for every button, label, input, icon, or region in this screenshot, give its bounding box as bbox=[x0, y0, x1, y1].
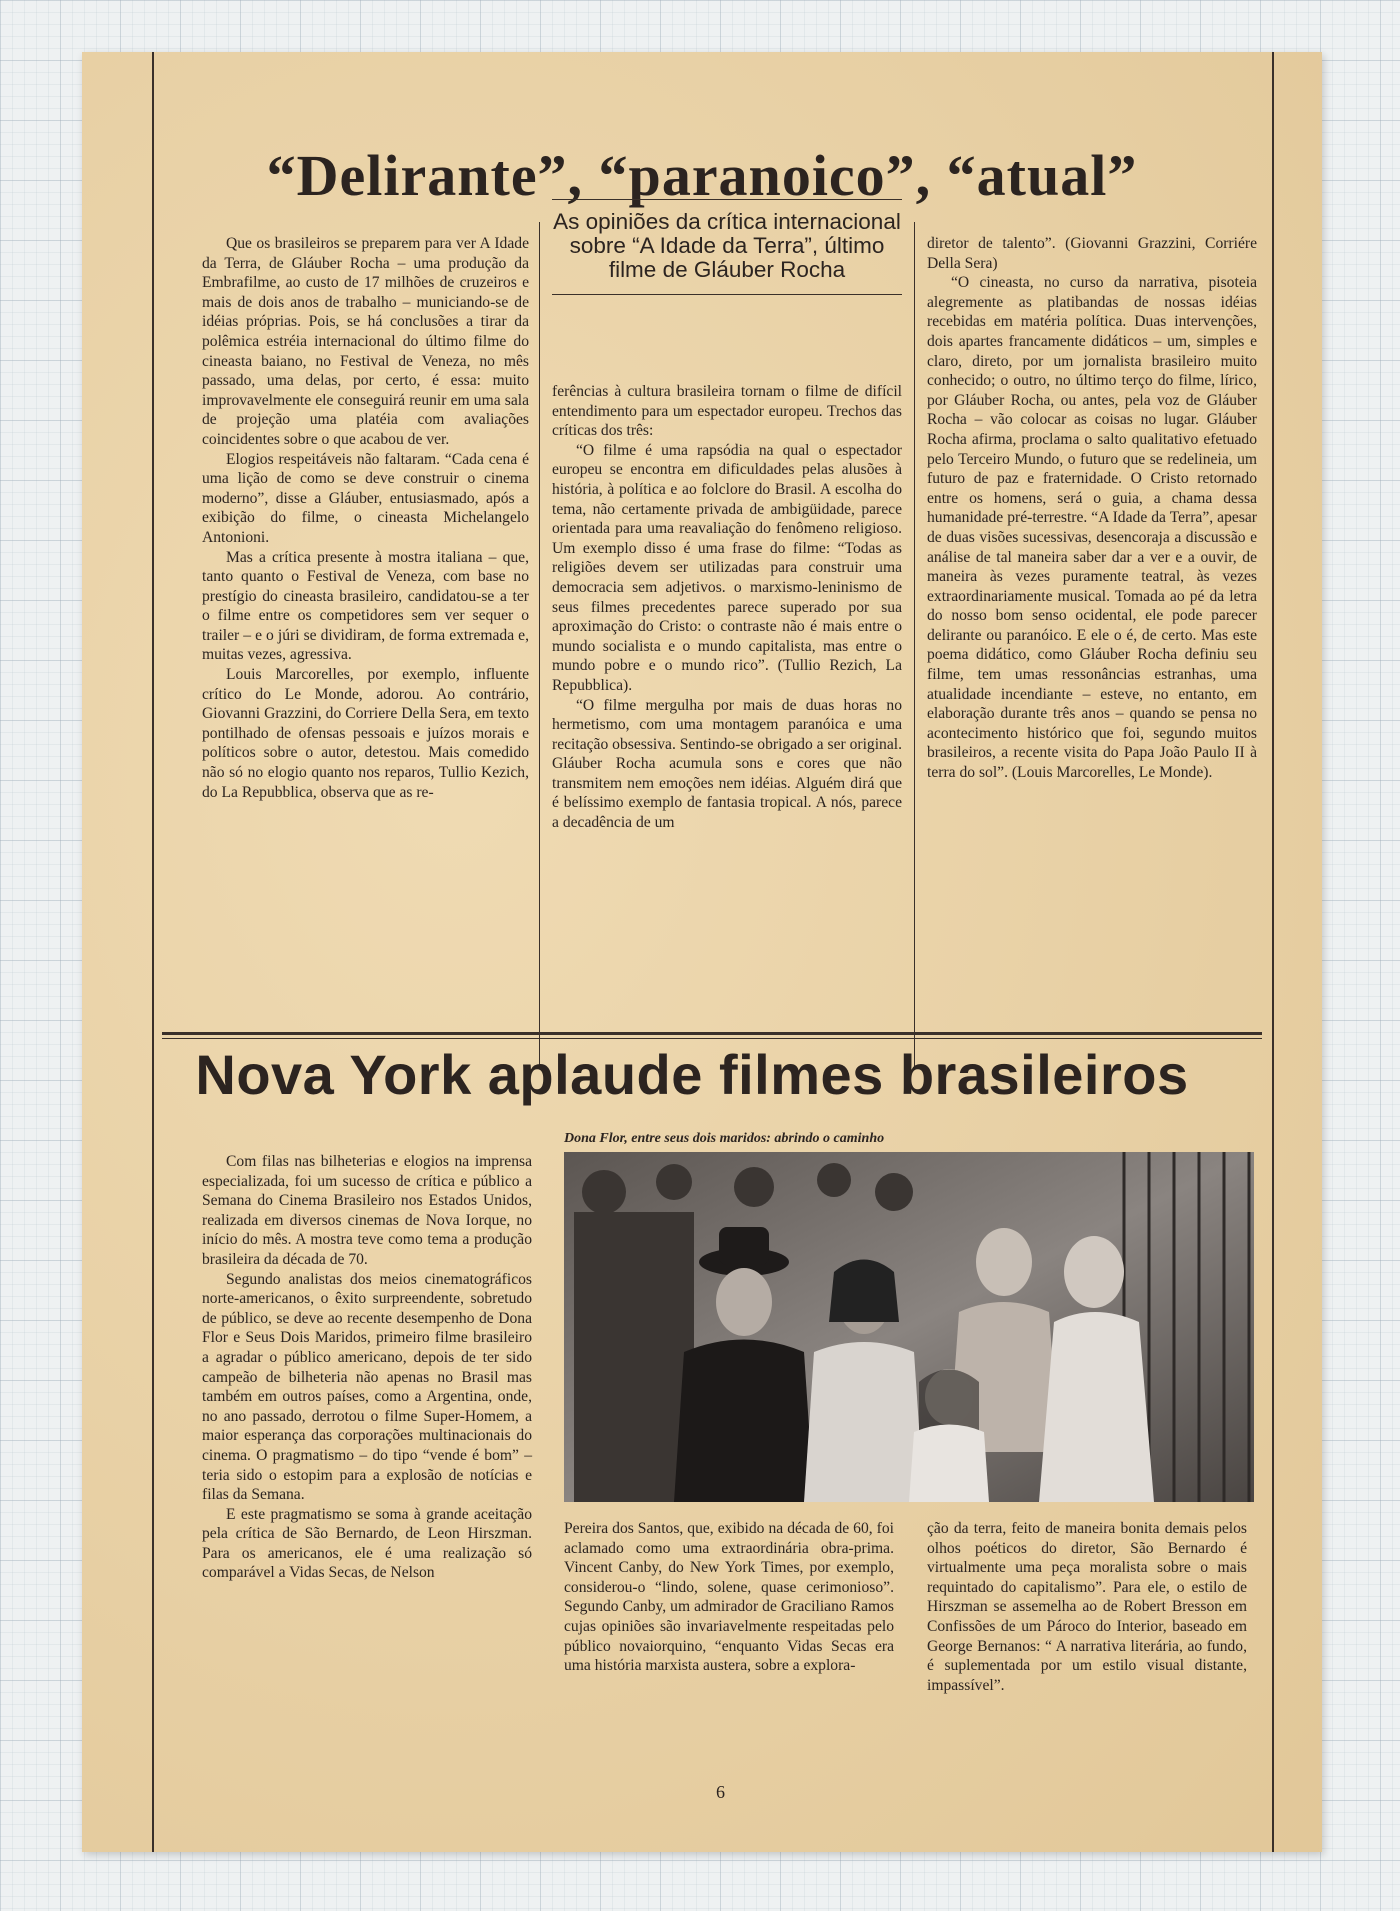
newspaper-page bbox=[82, 52, 1322, 1852]
article2-headline: Nova York aplaude filmes brasileiros bbox=[195, 1043, 1189, 1106]
section-divider-thin bbox=[162, 1038, 1262, 1039]
paragraph: E este pragmatismo se soma à grande aceitação pela crítica de São Bernardo, de Leon Hirszman. Para os americanos, ele é uma realização só comparável a Vidas Secas, de Nelson bbox=[202, 1505, 532, 1582]
paragraph: “O cineasta, no curso da narrativa, pisoteia alegremente as platibandas de nossas idéias recebidas em matéria política. Duas intervenções, dois apartes francamente didáticos – um, simples e claro, direto, por um jornalista brasileiro muito conhecido; o outro, no último terço do filme, lírico, por Gláuber Rocha, ou antes, pela voz de Gláuber Rocha – vão colocar as coisas no lugar. Gláuber Rocha afirma, proclama o salto qualitativo efetuado pelo Terceiro Mundo, o futuro que se redelineia, um futuro de paz e fraternidade. O Cristo retornado entre os homens, será o guia, a chama dessa humanidade pré-terrestre. “A Idade da Terra”, apesar de duas visões sucessivas, desencoraja a discussão e análise de tal maneira saber dar a ver e a ouvir, de maneira às vezes puramente teatral, às vezes extraordinariamente musical. Tomada ao pé da letra do nosso bom senso ocidental, ele pode parecer delirante ou paranóico. E ele o é, de certo. Mas este poema didático, como Gláuber Rocha definiu seu filme, tem umas ressonâncias estranhas, uma atualidade incendiante – esteve, no entanto, em elaboração durante três anos – quando se pensa no acontecimento histórico que foi, segundo muitos brasileiros, a recente visita do Papa João Paulo II à terra do sol”. (Louis Marcorelles, Le Monde). bbox=[927, 274, 1257, 782]
paragraph: Mas a crítica presente à mostra italiana – que, tanto quanto o Festival de Veneza, com base no prestígio do cineasta brasileiro, candidatou-se a ter o filme entre os competidores sem ver sequer o trailer – e o júri se dividiram, de forma extremada e, muitas vezes, agressiva. bbox=[202, 548, 529, 664]
article2-column-2 bbox=[564, 1519, 894, 1676]
paragraph: Segundo analistas dos meios cinematográficos norte-americanos, o êxito surpreendente, sobretudo de público, se deve ao recente desempenho de Dona Flor e Seus Dois Maridos, primeiro filme brasileiro a agradar o público americano, depois de ter sido campeão de bilheteria não apenas no Brasil mas também em outros países, como a Argentina, onde, no ano passado, derrotou o filme Super-Homem, a maior esperança das corporações multinacionais do cinema. O pragmatismo – do tipo “vende é bom” – teria sido o estopim para a explosão de notícias e filas da Semana. bbox=[202, 1270, 532, 1504]
article1-column-3 bbox=[927, 234, 1257, 783]
section-divider bbox=[162, 1032, 1262, 1035]
page-number: 6 bbox=[716, 1782, 725, 1802]
paragraph: Elogios respeitáveis não faltaram. “Cada cena é uma lição de como se deve construir o cinema moderno”, disse a Gláuber, entusiasmado, após a exibição do filme, o cineasta Michelangelo Antonioni. bbox=[202, 450, 529, 546]
photo-caption: Dona Flor, entre seus dois maridos: abrindo o caminho bbox=[564, 1131, 885, 1146]
article2-column-3 bbox=[927, 1519, 1247, 1695]
article1-headline: “Delirante”, “paranoico”, “atual” bbox=[266, 143, 1138, 208]
column-divider bbox=[539, 222, 540, 1067]
paragraph: Louis Marcorelles, por exemplo, influente crítico do Le Monde, adorou. Ao contrário, Giovanni Grazzini, do Corriere Della Sera, em texto pontilhado de ofensas pessoais e juízos morais e políticos sobre o autor, detestou. Mais comedido não só no elogio quanto nos reparos, Tullio Kezich, do La Repubblica, observa que as re- bbox=[202, 666, 529, 801]
article2-column-1 bbox=[202, 1152, 532, 1583]
paragraph: Pereira dos Santos, que, exibido na década de 60, foi aclamado como uma extraordinária obra-prima. Vincent Canby, do New York Times, por exemplo, considerou-o “lindo, solene, quase cerimonioso”. Segundo Canby, um admirador de Graciliano Ramos cujas opiniões são invariavelmente respeitadas pelo público novaiorquino, “enquanto Vidas Secas era uma história marxista austera, sobre a explora- bbox=[564, 1520, 894, 1675]
left-margin-rule bbox=[152, 52, 154, 1852]
paragraph: Que os brasileiros se preparem para ver A Idade da Terra, de Gláuber Rocha – uma produção da Embrafilme, ao custo de 17 milhões de cruzeiros e mais de dois anos de trabalho – municiando-se de idéias próprias. Pois, se há conclusões a tirar da polêmica estréia internacional do último filme do cineasta baiano, no Festival de Veneza, no mês passado, uma delas, por certo, é essa: muito improvavelmente ele conseguirá reunir em uma sala de projeção uma platéia com avaliações coincidentes sobre o que acabou de ver. bbox=[202, 235, 529, 448]
article1-column-2 bbox=[552, 382, 902, 833]
article1-column-1 bbox=[202, 234, 529, 802]
paragraph: “O filme é uma rapsódia na qual o espectador europeu se encontra em dificuldades pelas alusões à história, à política e ao folclore do Brasil. A escolha do tema, não certamente privada de ambigüidade, parece orientada para uma reavaliação do fenômeno religioso. Um exemplo disso é uma frase do filme: “Todas as religiões devem ser utilizadas para construir uma democracia sem adjetivos. o marxismo-leninismo de seus filmes precedentes parece superado por sua aproximação do Cristo: o contraste não é mais entre o mundo socialista e o mundo capitalista, mas entre o mundo pobre e o mundo rico”. (Tullio Rezich, La Repubblica). bbox=[552, 441, 902, 694]
opinions-sidebox: As opiniões da crítica internacional sobre “A Idade da Terra”, último filme de Gláuber Rocha bbox=[552, 199, 902, 295]
paragraph: Com filas nas bilheterias e elogios na imprensa especializada, foi um sucesso de crítica e público a Semana do Cinema Brasileiro nos Estados Unidos, realizada em diversos cinemas de Nova Iorque, no início do mês. A mostra teve como tema a produção brasileira da década de 70. bbox=[202, 1153, 532, 1268]
paragraph: ferências à cultura brasileira tornam o filme de difícil entendimento para um espectador europeu. Trechos das críticas dos três: bbox=[552, 383, 902, 440]
paragraph: diretor de talento”. (Giovanni Grazzini, Corriére Della Sera) bbox=[927, 235, 1257, 272]
right-margin-rule bbox=[1272, 52, 1274, 1852]
column-divider bbox=[914, 222, 915, 1067]
paragraph: “O filme mergulha por mais de duas horas no hermetismo, com uma montagem paranóica e uma recitação obsessiva. Sentindo-se obrigado a ser original. Gláuber Rocha acumula sons e cores que não transmitem nem emoções nem idéias. Alguém dirá que é belíssimo exemplo de fantasia tropical. A nós, parece a decadência de um bbox=[552, 696, 902, 832]
paragraph: ção da terra, feito de maneira bonita demais pelos olhos poéticos do diretor, São Bernardo é virtualmente uma peça moralista sobre o mais requintado do capitalismo”. Para ele, o estilo de Hirszman se assemelha ao de Robert Bresson em Confissões de um Pároco do Interior, baseado em George Bernanos: “ A narrativa literária, ao fundo, é suplementada por um estilo visual distante, impassível”. bbox=[927, 1520, 1247, 1694]
dona-flor-photo bbox=[564, 1152, 1254, 1502]
